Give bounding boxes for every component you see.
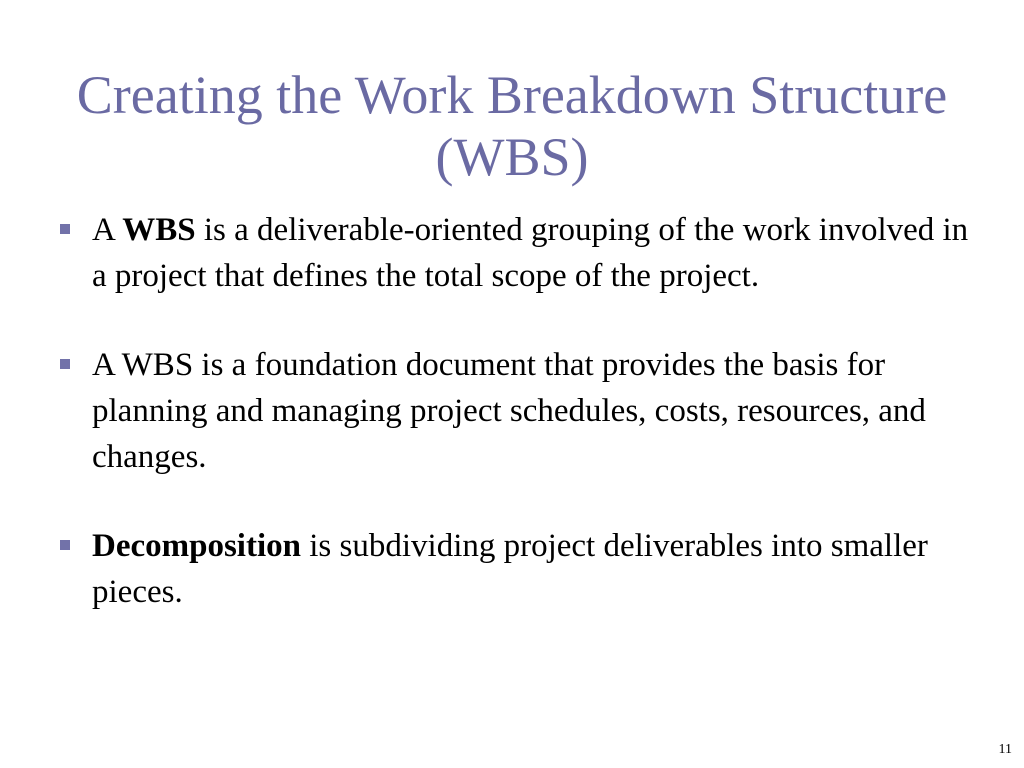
bullet-text: is subdividing project deliverables into smaller pieces. [92, 528, 928, 610]
square-bullet-icon [60, 224, 70, 234]
square-bullet-icon [60, 359, 70, 369]
bullet-item-wbs-definition [60, 207, 990, 299]
slide-number: 11 [998, 742, 1012, 757]
bullet-item-wbs-foundation [60, 342, 990, 480]
square-bullet-icon [60, 540, 70, 550]
bullet-bold-term: WBS [122, 212, 196, 248]
bullet-bold-term: Decomposition [92, 528, 301, 564]
bullet-item-decomposition [60, 523, 990, 615]
bullet-list [60, 207, 990, 658]
bullet-text: is a deliverable-oriented grouping of the work involved in a project that defines the total scope of the project. [92, 212, 969, 294]
bullet-text: A WBS is a foundation document that provides the basis for planning and managing project schedules, costs, resources, and changes. [92, 347, 926, 475]
slide-title: Creating the Work Breakdown Structure (WBS) [76, 65, 948, 188]
bullet-prefix: A [92, 212, 123, 248]
